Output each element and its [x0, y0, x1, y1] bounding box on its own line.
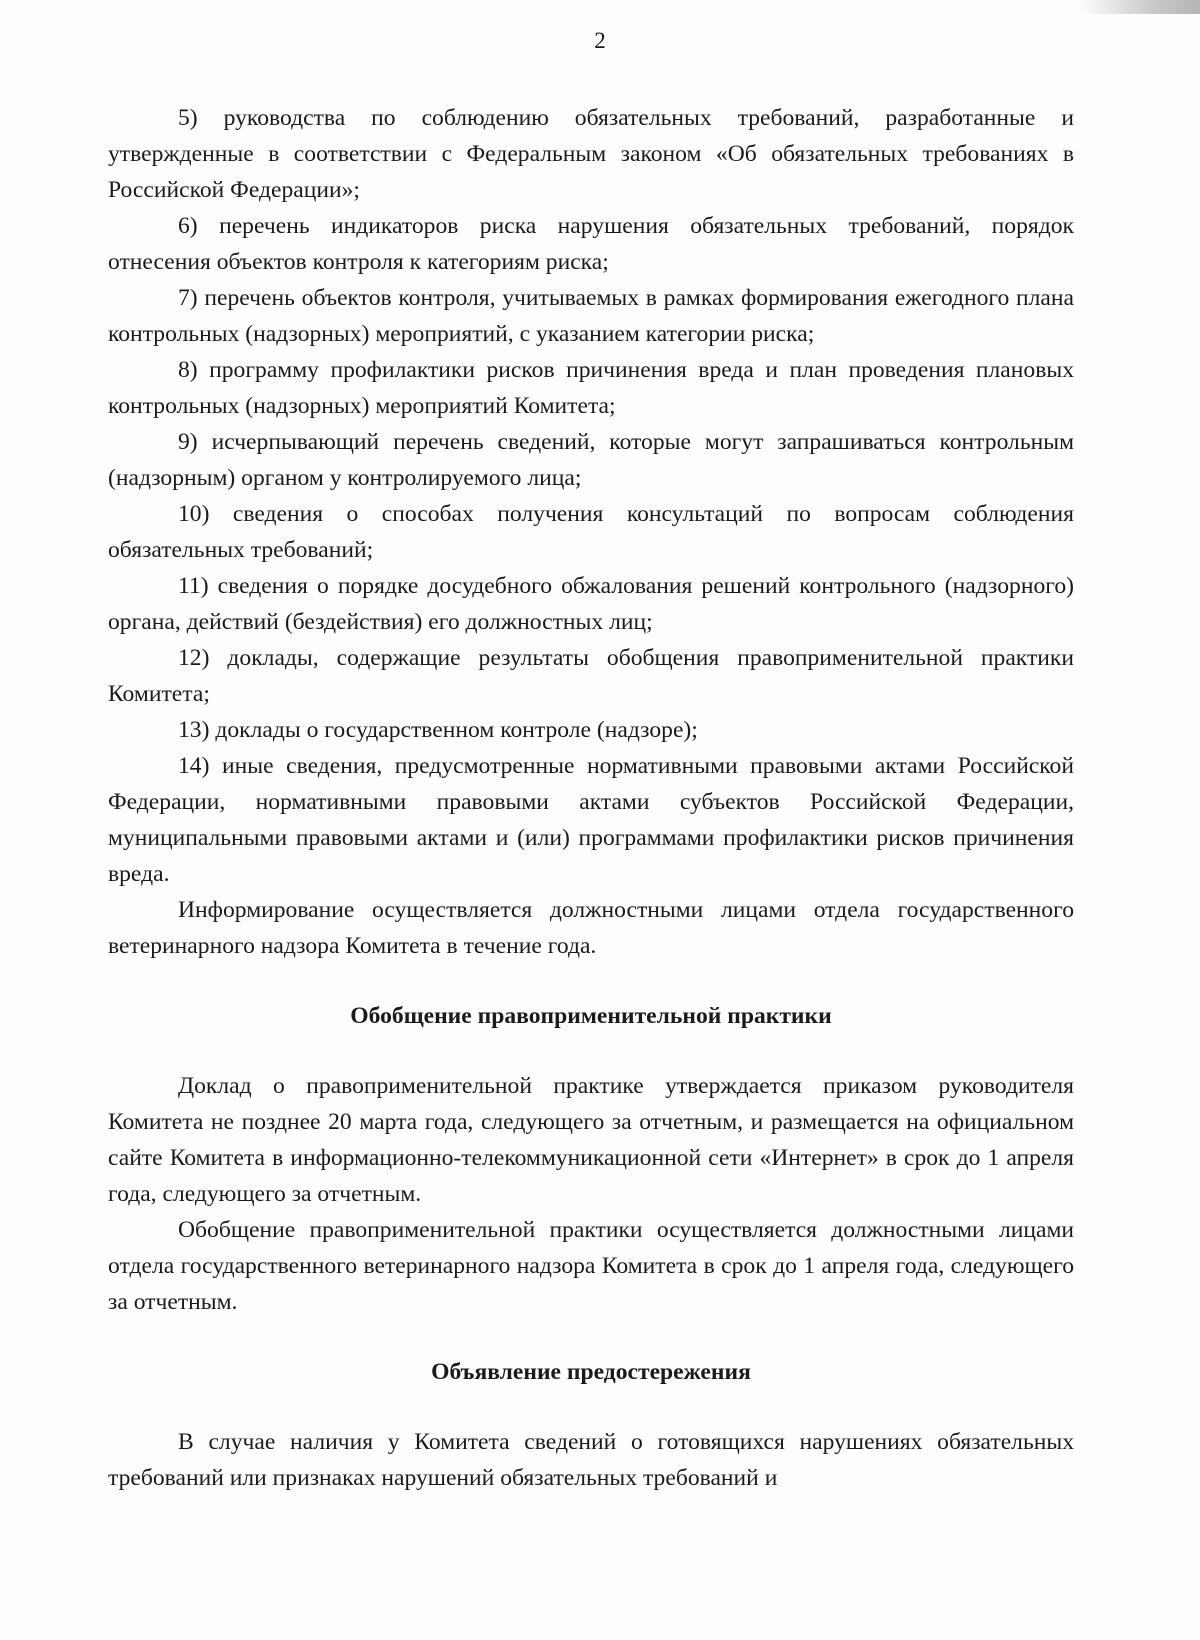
list-item: 12) доклады, содержащие результаты обобщения правоприменительной практики Комитета; — [108, 645, 1074, 707]
paragraph: В случае наличия у Комитета сведений о готовящихся нарушениях обязательных требований или признаках нарушений обязательных требований и — [108, 1429, 1074, 1491]
page-number: 2 — [594, 28, 606, 53]
list-item: 9) исчерпывающий перечень сведений, которые могут запрашиваться контрольным (надзорным) органом у контролируемого лица; — [108, 429, 1074, 491]
paragraph: Доклад о правоприменительной практике утверждается приказом руководителя Комитета не позднее 20 марта года, следующего за отчетным, и размещается на официальном сайте Комитета в информационно-телекоммуникационной сети «Интернет» в срок до 1 апреля года, следующего за отчетным. — [108, 1073, 1074, 1207]
scan-smudge — [1080, 0, 1200, 14]
informing-paragraph: Информирование осуществляется должностными лицами отдела государственного ветеринарного надзора Комитета в течение года. — [108, 897, 1074, 959]
list-item: 6) перечень индикаторов риска нарушения обязательных требований, порядок отнесения объектов контроля к категориям риска; — [108, 213, 1074, 275]
paragraph: Обобщение правоприменительной практики осуществляется должностными лицами отдела государственного ветеринарного надзора Комитета в срок до 1 апреля года, следующего за отчетным. — [108, 1217, 1074, 1315]
section-heading-warning: Объявление предостережения — [431, 1359, 751, 1385]
list-item: 7) перечень объектов контроля, учитываемых в рамках формирования ежегодного плана контрольных (надзорных) мероприятий, с указанием категории риска; — [108, 285, 1074, 347]
list-item: 14) иные сведения, предусмотренные нормативными правовыми актами Российской Федерации, нормативными правовыми актами субъектов Российской Федерации, муниципальными правовыми актами и (или) программами профилактики рисков причинения вреда. — [108, 753, 1074, 887]
list-item: 8) программу профилактики рисков причинения вреда и план проведения плановых контрольных (надзорных) мероприятий Комитета; — [108, 357, 1074, 419]
list-item: 11) сведения о порядке досудебного обжалования решений контрольного (надзорного) органа, действий (бездействия) его должностных лиц; — [108, 573, 1074, 635]
list-item: 10) сведения о способах получения консультаций по вопросам соблюдения обязательных требований; — [108, 501, 1074, 563]
list-item: 13) доклады о государственном контроле (надзоре); — [178, 717, 698, 743]
list-item: 5) руководства по соблюдению обязательных требований, разработанные и утвержденные в соответствии с Федеральным законом «Об обязательных требованиях в Российской Федерации»; — [108, 105, 1074, 203]
document-body — [108, 100, 1074, 1496]
section-heading-generalization: Обобщение правоприменительной практики — [350, 1003, 832, 1029]
